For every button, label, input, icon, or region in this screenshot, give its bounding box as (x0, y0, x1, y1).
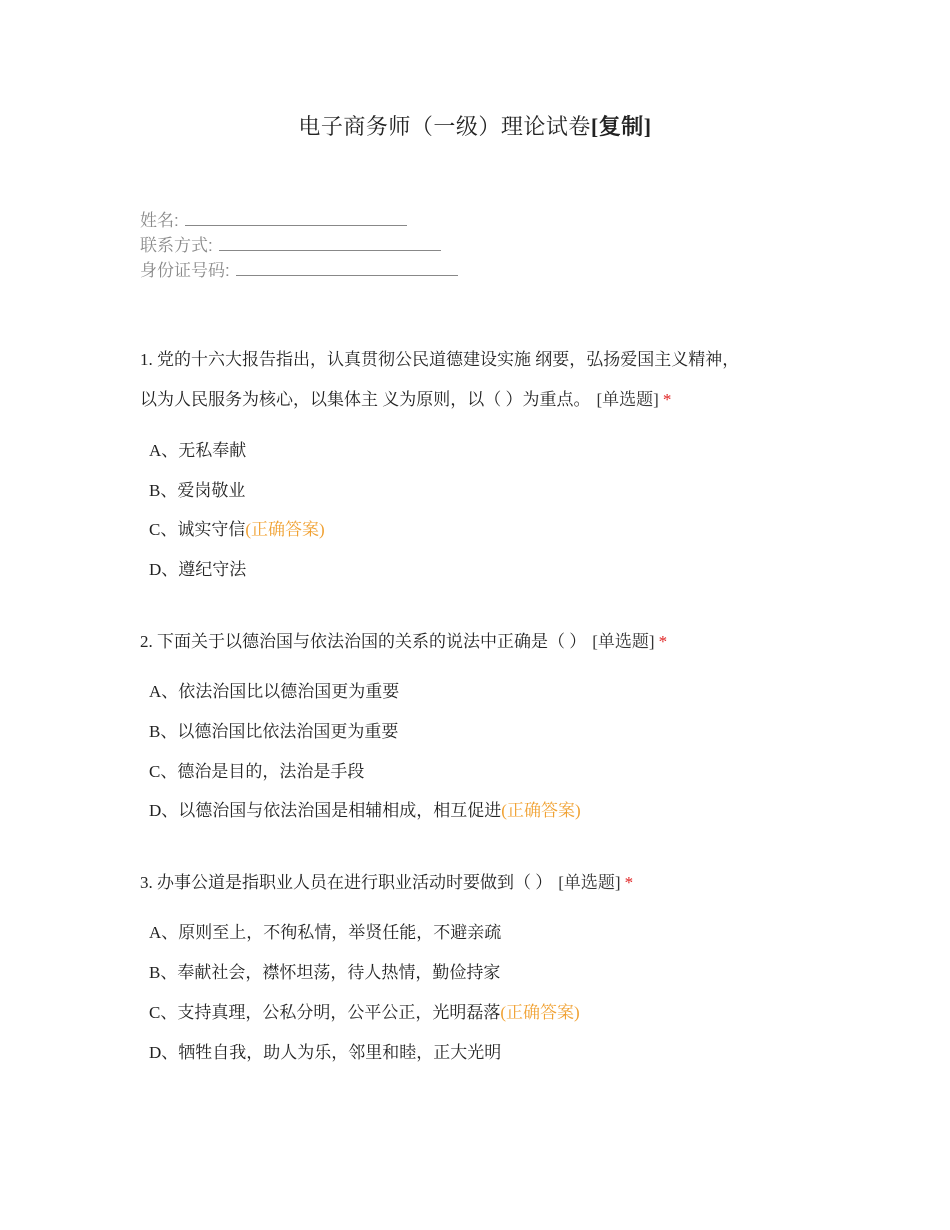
question-1-text-line2: 以为人民服务为核心，以集体主 义为原则，以（ ）为重点。 (140, 390, 591, 409)
option-label: D、遵纪守法 (149, 560, 247, 579)
question-3 (140, 863, 820, 903)
contact-field[interactable] (140, 233, 458, 258)
option-2d[interactable] (149, 796, 581, 821)
option-label: B、以德治国比依法治国更为重要 (149, 722, 399, 741)
question-1-text-line1: 党的十六大报告指出，认真贯彻公民道德建设实施 纲要，弘扬爱国主义精神， (157, 350, 740, 369)
question-3-number: 3. (140, 873, 153, 892)
option-2a[interactable] (149, 677, 399, 702)
name-blank[interactable] (185, 209, 407, 226)
question-1 (140, 340, 820, 420)
title-main: 电子商务师（一级）理论试卷 (298, 114, 591, 139)
question-1-number: 1. (140, 350, 153, 369)
option-3c[interactable] (149, 998, 580, 1023)
option-label: C、支持真理，公私分明，公平公正，光明磊落 (149, 1003, 501, 1022)
name-field[interactable] (140, 208, 458, 233)
option-2c[interactable] (149, 757, 364, 782)
option-label: D、以德治国与依法治国是相辅相成，相互促进 (149, 801, 502, 820)
option-3d[interactable] (149, 1038, 501, 1063)
correct-answer-marker: (正确答案) (245, 520, 325, 539)
question-2-line1 (140, 622, 820, 662)
question-1-line1 (140, 340, 820, 380)
required-marker: * (624, 873, 634, 892)
option-label: C、德治是目的，法治是手段 (149, 762, 365, 781)
option-label: B、爱岗敬业 (149, 481, 246, 500)
required-marker: * (658, 632, 668, 651)
question-type-badge: [单选题] (592, 632, 655, 651)
title-suffix: [复制] (590, 114, 652, 139)
option-label: D、牺牲自我，助人为乐，邻里和睦，正大光明 (149, 1043, 502, 1062)
question-1-line2 (140, 380, 820, 420)
option-label: A、原则至上，不徇私情，举贤任能，不避亲疏 (149, 923, 502, 942)
option-2b[interactable] (149, 717, 398, 742)
question-2 (140, 622, 820, 662)
required-marker: * (662, 390, 672, 409)
option-1b[interactable] (149, 476, 245, 501)
question-3-line1 (140, 863, 820, 903)
question-type-badge: [单选题] (596, 390, 659, 409)
question-2-text: 下面关于以德治国与依法治国的关系的说法中正确是（ ） (157, 632, 587, 651)
contact-label: 联系方式: (140, 236, 213, 255)
option-3b[interactable] (149, 958, 500, 983)
option-1c[interactable] (149, 515, 325, 540)
option-label: B、奉献社会，襟怀坦荡，待人热情，勤俭持家 (149, 963, 501, 982)
option-label: A、无私奉献 (149, 441, 247, 460)
respondent-info (140, 208, 458, 283)
question-type-badge: [单选题] (558, 873, 621, 892)
question-2-number: 2. (140, 632, 153, 651)
name-label: 姓名: (140, 211, 179, 230)
option-label: A、依法治国比以德治国更为重要 (149, 682, 400, 701)
id-label: 身份证号码: (140, 261, 230, 280)
id-blank[interactable] (236, 259, 458, 276)
correct-answer-marker: (正确答案) (501, 801, 581, 820)
option-label: C、诚实守信 (149, 520, 246, 539)
contact-blank[interactable] (219, 234, 441, 251)
page-title (0, 110, 950, 141)
correct-answer-marker: (正确答案) (500, 1003, 580, 1022)
option-3a[interactable] (149, 918, 501, 943)
option-1a[interactable] (149, 436, 246, 461)
option-1d[interactable] (149, 555, 246, 580)
question-3-text: 办事公道是指职业人员在进行职业活动时要做到（ ） (157, 873, 553, 892)
id-field[interactable] (140, 258, 458, 283)
